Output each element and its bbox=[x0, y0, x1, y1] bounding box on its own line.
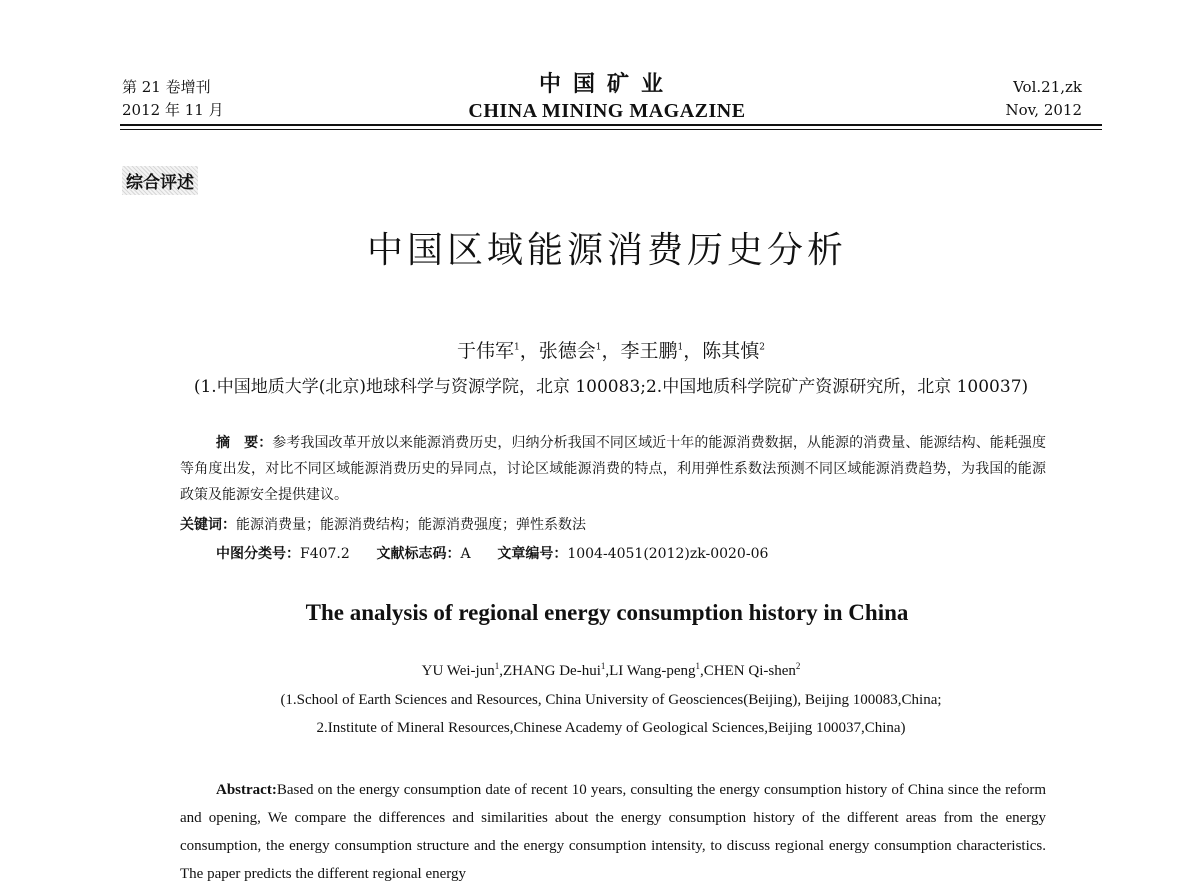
doc-code-label: 文献标志码： bbox=[376, 546, 461, 562]
article-title-en: The analysis of regional energy consumption history in China bbox=[305, 600, 909, 625]
author-affil-mark: 1 bbox=[494, 661, 500, 671]
author-name: 陈其慎 bbox=[702, 340, 760, 362]
author-name: LI Wang-peng bbox=[609, 663, 696, 679]
affiliation-en-2: 2.Institute of Mineral Resources,Chinese Academy of Geological Sciences,Beijing 100037,China) bbox=[316, 720, 906, 736]
clc-label: 中图分类号： bbox=[216, 546, 300, 562]
journal-name-cn: 中国矿业 bbox=[538, 71, 675, 97]
classification-line bbox=[216, 543, 768, 563]
doc-code-value: A bbox=[460, 546, 471, 562]
abstract-en-text: Based on the energy consumption date of recent 10 years, consulting the energy consumption history of China since the reform and opening, We compare the differences and similarities about the energy consumption history of the different areas from the energy consumption, the energy consumption structure and the energy consumption intensity, to discuss regional energy consumption characteristics. The paper predicts the different regional energy bbox=[180, 782, 1046, 882]
header-rule-thick bbox=[120, 124, 1102, 126]
affiliation-cn: (1.中国地质大学(北京)地球科学与资源学院，北京 100083;2.中国地质科学院矿产资源研究所，北京 100037) bbox=[193, 377, 1029, 397]
author-name: YU Wei-jun bbox=[421, 663, 495, 679]
author-affil-mark: 1 bbox=[595, 342, 602, 353]
author-name: CHEN Qi-shen bbox=[703, 663, 796, 679]
date-cn: 2012 年 11 月 bbox=[122, 101, 224, 119]
article-number-label: 文章编号： bbox=[497, 546, 568, 562]
author-name: 李王鹏 bbox=[620, 340, 678, 362]
author-name: ZHANG De-hui bbox=[502, 663, 601, 679]
author-affil-mark: 1 bbox=[677, 342, 684, 353]
journal-name-en: CHINA MINING MAGAZINE bbox=[468, 100, 746, 122]
keywords-cn-label: 关键词： bbox=[180, 517, 236, 533]
abstract-en-label: Abstract: bbox=[216, 782, 277, 798]
abstract-cn-text: 参考我国改革开放以来能源消费历史，归纳分析我国不同区域近十年的能源消费数据，从能源的消费量、能源结构、能耗强度等角度出发，对比不同区域能源消费历史的异同点，讨论区域能源消费的特点，利用弹性系数法预测不同区域能源消费趋势，为我国的能源政策及能源安全提供建议。 bbox=[180, 435, 1047, 503]
author-name: 张德会 bbox=[538, 340, 596, 362]
abstract-en bbox=[180, 776, 1046, 888]
keywords-cn-text: 能源消费量；能源消费结构；能源消费强度；弹性系数法 bbox=[236, 517, 586, 533]
abstract-cn-label: 摘 要： bbox=[216, 435, 273, 451]
author-affil-mark: 1 bbox=[600, 661, 606, 671]
volume-issue-cn: 第 21 卷增刊 bbox=[122, 78, 211, 96]
clc-value: F407.2 bbox=[300, 546, 350, 562]
author-affil-mark: 2 bbox=[795, 661, 801, 671]
abstract-cn bbox=[180, 430, 1046, 508]
author-name: 于伟军 bbox=[456, 340, 514, 362]
issue-info-right bbox=[1005, 76, 1082, 122]
keywords-cn bbox=[180, 514, 586, 534]
article-title-cn: 中国区域能源消费历史分析 bbox=[366, 230, 847, 271]
header-rule-thin bbox=[120, 129, 1102, 130]
article-number-value: 1004-4051(2012)zk-0020-06 bbox=[567, 546, 769, 562]
volume-issue-en: Vol.21,zk bbox=[1013, 78, 1082, 96]
affiliation-en-1: (1.School of Earth Sciences and Resources, China University of Geosciences(Beijing), Beijing 100083,China; bbox=[280, 692, 942, 708]
author-affil-mark: 2 bbox=[759, 342, 766, 353]
date-en: Nov, 2012 bbox=[1005, 101, 1082, 119]
author-affil-mark: 1 bbox=[695, 661, 701, 671]
authors-cn: 于伟军$^1$，张德会$^1$，李王鹏$^1$，陈其慎$^2$ bbox=[456, 340, 766, 362]
author-affil-mark: 1 bbox=[513, 342, 520, 353]
authors-en: YU Wei-jun$^1$,ZHANG De-hui$^1$,LI Wang-peng$^1$,CHEN Qi-shen$^2$ bbox=[421, 661, 801, 679]
section-label: 综合评述 bbox=[122, 166, 198, 195]
